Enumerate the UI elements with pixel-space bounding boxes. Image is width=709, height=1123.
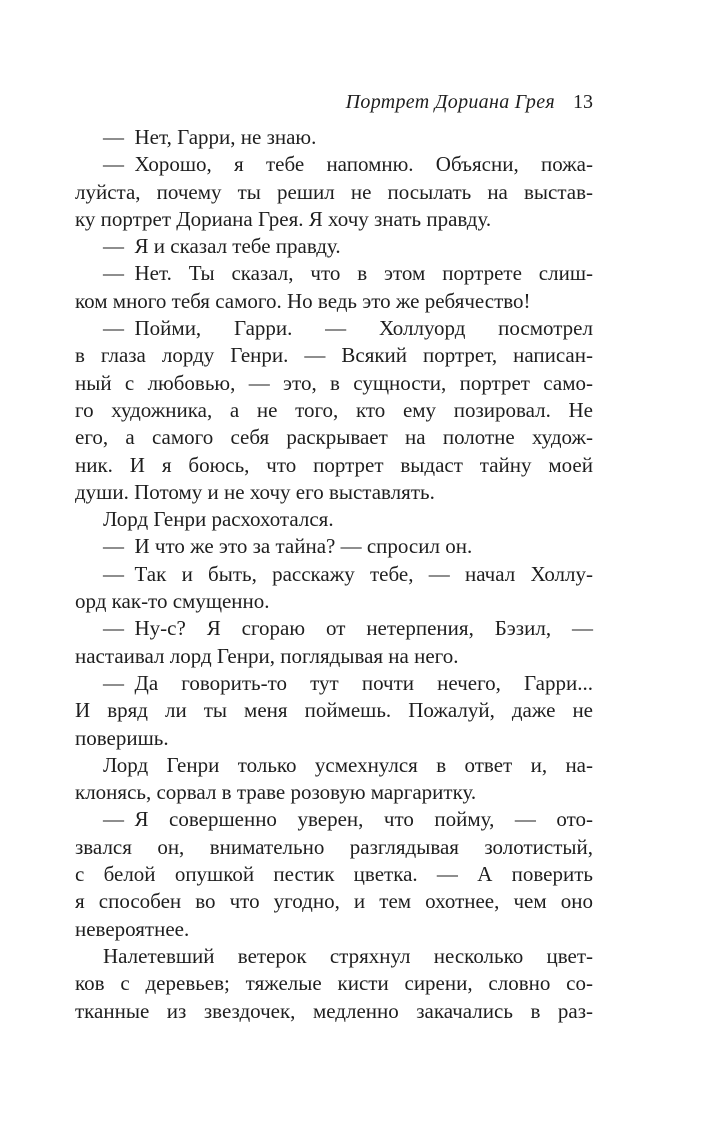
text-line: — Пойми, Гарри. — Холлуорд посмотрел xyxy=(103,316,593,341)
text-line: луйста, почему ты решил не посылать на выстав- xyxy=(75,179,593,204)
text-line: в глаза лорду Генри. — Всякий портрет, написан- xyxy=(75,343,593,368)
text-line: — Я совершенно уверен, что пойму, — ото- xyxy=(103,807,593,832)
text-line: ный с любовью, — это, в сущности, портрет само- xyxy=(75,370,593,395)
text-line: Лорд Генри только усмехнулся в ответ и, на- xyxy=(103,752,593,777)
text-line: его, а самого себя раскрывает на полотне худож- xyxy=(75,425,593,450)
text-line: тканные из звездочек, медленно закачались в раз- xyxy=(75,998,593,1023)
page-header xyxy=(75,90,593,114)
text-line: — Я и сказал тебе правду. xyxy=(103,234,341,259)
text-line: Лорд Генри расхохотался. xyxy=(103,507,334,532)
running-title: Портрет Дориана Грея xyxy=(345,91,555,113)
text-line: с белой опушкой пестик цветка. — А поверить xyxy=(75,862,593,887)
text-line: — Ну-с? Я сгораю от нетерпения, Бэзил, — xyxy=(103,616,593,641)
text-line: — И что же это за тайна? — спросил он. xyxy=(103,534,473,559)
body-text xyxy=(75,124,593,1025)
text-line: ком много тебя самого. Но ведь это же ребячество! xyxy=(75,288,531,313)
text-line: ку портрет Дориана Грея. Я хочу знать правду. xyxy=(75,206,492,231)
text-line: го художника, а не того, кто ему позировал. Не xyxy=(75,397,593,422)
text-line: настаивал лорд Генри, поглядывая на него. xyxy=(75,643,459,668)
text-line: орд как-то смущенно. xyxy=(75,589,270,614)
text-line: — Нет, Гарри, не знаю. xyxy=(103,125,317,149)
text-line: ник. И я боюсь, что портрет выдаст тайну моей xyxy=(75,452,593,477)
text-line: невероятнее. xyxy=(75,916,190,941)
text-line: И вряд ли ты меня поймешь. Пожалуй, даже не xyxy=(75,698,593,723)
text-line: ков с деревьев; тяжелые кисти сирени, словно со- xyxy=(75,971,593,996)
text-line: звался он, внимательно разглядывая золотистый, xyxy=(75,834,593,859)
page-number: 13 xyxy=(573,91,593,113)
text-line: Налетевший ветерок стряхнул несколько цвет- xyxy=(103,943,593,968)
text-line: поверишь. xyxy=(75,725,169,750)
text-line: — Хорошо, я тебе напомню. Объясни, пожа- xyxy=(103,152,593,177)
text-line: души. Потому и не хочу его выставлять. xyxy=(75,479,435,504)
text-line: я способен во что угодно, и тем охотнее, чем оно xyxy=(75,889,593,914)
text-line: — Да говорить-то тут почти нечего, Гарри... xyxy=(103,670,593,695)
text-line: — Нет. Ты сказал, что в этом портрете слиш- xyxy=(103,261,593,286)
text-line: — Так и быть, расскажу тебе, — начал Холлу- xyxy=(103,561,593,586)
text-line: клонясь, сорвал в траве розовую маргаритку. xyxy=(75,780,477,805)
